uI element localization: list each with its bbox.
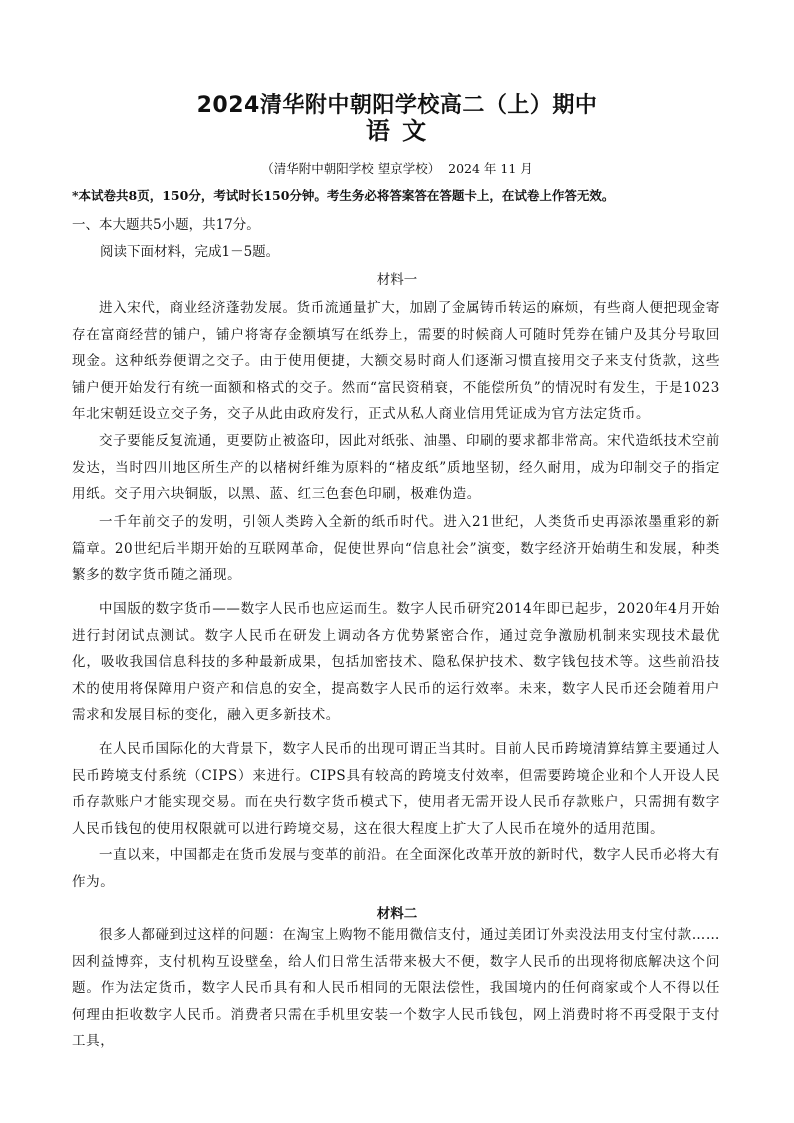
subject-title: 语 文 xyxy=(365,117,429,145)
material-one-paragraph-1: 进入宋代，商业经济蓬勃发展。货币流通量扩大，加剧了金属铸币转运的麻烦，有些商人便把现金寄存在富商经营的铺户，铺户将寄存金额填写在纸券上，需要的时候商人可随时凭券在铺户及其分号取回现金。这种纸券便谓之交子。由于使用便捷，大额交易时商人们逐渐习惯直接用交子来支付货款，这些铺户便开始发行有统一面额和格式的交子。然而“富民资稍衰，不能偿所负”的情况时有发生，于是1023年北宋朝廷设立交子务，交子从此由政府发行，正式从私人商业信用凭证成为官方法定货币。 xyxy=(72,300,720,422)
school-date-line: （清华附中朝阳学校 望京学校） 2024 年 11 月 xyxy=(261,161,533,176)
material-one-paragraph-6: 一直以来，中国都走在货币发展与变革的前沿。在全面深化改革开放的新时代，数字人民币必将大有作为。 xyxy=(72,847,720,890)
material-one-paragraph-2: 交子要能反复流通，更要防止被盗印，因此对纸张、油墨、印刷的要求都非常高。宋代造纸技术空前发达，当时四川地区所生产的以楮树纤维为原料的“楮皮纸”质地坚韧，经久耐用，成为印制交子的指定用纸。交子用六块铜版，以黑、蓝、红三色套色印刷，极难伪造。 xyxy=(72,433,720,502)
section-title: 一、本大题共5小题，共17分。 xyxy=(72,217,260,233)
material-one-heading: 材料一 xyxy=(376,272,418,288)
material-one-paragraph-3: 一千年前交子的发明，引领人类跨入全新的纸币时代。进入21世纪，人类货币史再添浓墨重彩的新篇章。20世纪后半期开始的互联网革命，促使世界向“信息社会”演变，数字经济开始萌生和发展，种类繁多的数字货币随之涌现。 xyxy=(72,514,720,583)
exam-notice: *本试卷共8页，150分，考试时长150分钟。考生务必将答案答在答题卡上，在试卷上作答无效。 xyxy=(72,188,615,203)
material-two-paragraph-1: 很多人都碰到过这样的问题：在淘宝上购物不能用微信支付，通过美团订外卖没法用支付宝付款……因利益博弈，支付机构互设壁垒，给人们日常生活带来极大不便，数字人民币的出现将彻底解决这个问题。作为法定货币，数字人民币具有和人民币相同的无限法偿性，我国境内的任何商家或个人不得以任何理由拒收数字人民币。消费者只需在手机里安装一个数字人民币钱包，网上消费时将不再受限于支付工具， xyxy=(72,927,720,1049)
material-one-paragraph-5: 在人民币国际化的大背景下，数字人民币的出现可谓正当其时。目前人民币跨境清算结算主要通过人民币跨境支付系统（CIPS）来进行。CIPS具有较高的跨境支付效率，但需要跨境企业和个人开设人民币存款账户才能实现交易。而在央行数字货币模式下，使用者无需开设人民币存款账户，只需拥有数字人民币钱包的使用权限就可以进行跨境交易，这在很大程度上扩大了人民币在境外的适用范围。 xyxy=(72,741,720,837)
material-one-paragraph-4: 中国版的数字货币——数字人民币也应运而生。数字人民币研究2014年即已起步，2020年4月开始进行封闭试点测试。数字人民币在研发上调动各方优势紧密合作，通过竞争激励机制来实现技术最优化，吸收我国信息科技的多种最新成果，包括加密技术、隐私保护技术、数字钱包技术等。这些前沿技术的使用将保障用户资产和信息的安全，提高数字人民币的运行效率。未来，数字人民币还会随着用户需求和发展目标的变化，融入更多新技术。 xyxy=(72,601,720,723)
section-instruction: 阅读下面材料，完成1－5题。 xyxy=(100,244,280,260)
material-two-heading: 材料二 xyxy=(376,906,418,922)
exam-title: 2024清华附中朝阳学校高二（上）期中 xyxy=(196,93,598,118)
